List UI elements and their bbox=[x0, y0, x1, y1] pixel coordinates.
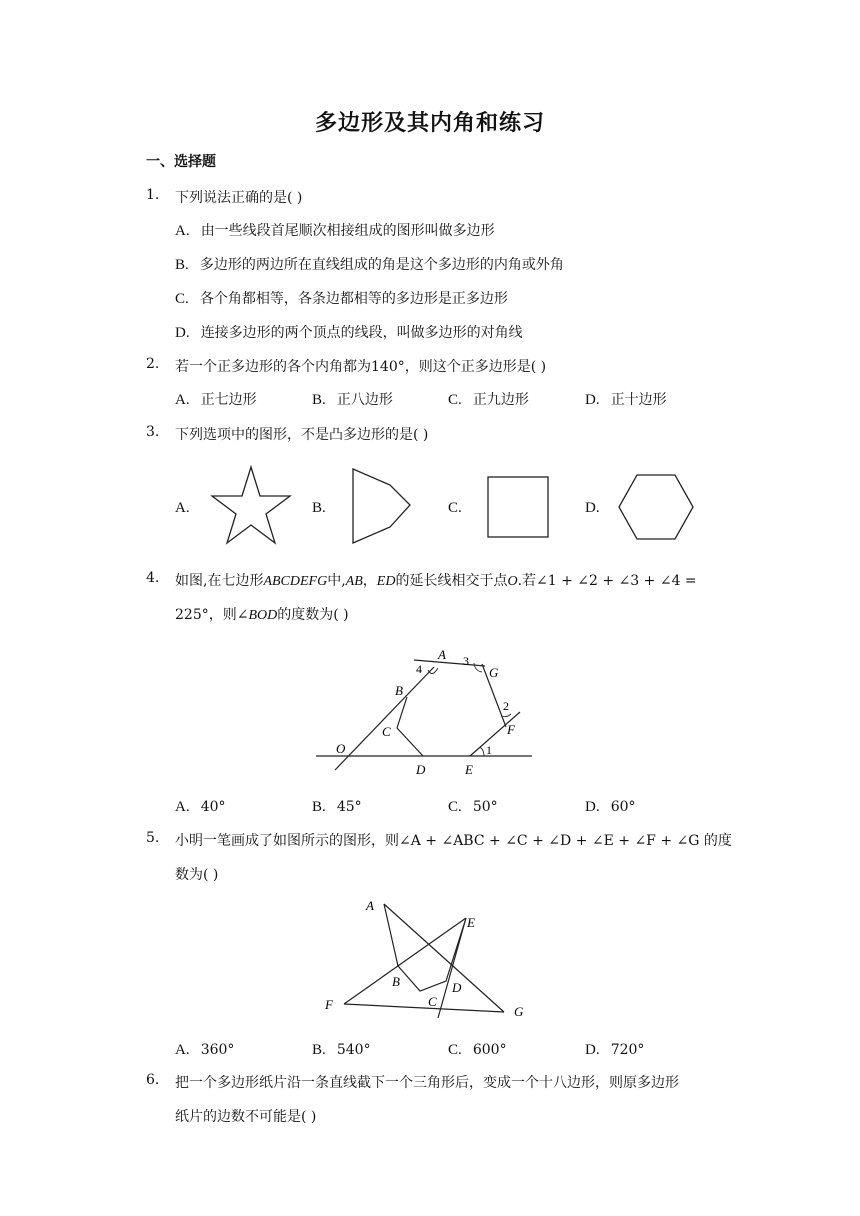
option-d[interactable] bbox=[585, 389, 667, 409]
question-stem-line-2: 数为( ) bbox=[175, 867, 219, 883]
option-c[interactable] bbox=[448, 1039, 507, 1059]
figure-label: A bbox=[438, 647, 446, 662]
stem-math: BOD bbox=[248, 608, 278, 623]
question-stem: 下列说法正确的是( ) bbox=[175, 190, 303, 206]
figure-label: 1 bbox=[486, 743, 492, 757]
option-letter: A. bbox=[175, 500, 190, 516]
option-letter: B. bbox=[312, 392, 326, 408]
option-text: 各个角都相等，各条边都相等的多边形是正多边形 bbox=[199, 291, 508, 307]
option-letter: D. bbox=[585, 1042, 600, 1058]
option-letter: D. bbox=[585, 392, 600, 408]
page-title: 多边形及其内角和练习 bbox=[314, 110, 545, 136]
stem-text: ， bbox=[362, 573, 377, 589]
option-letter: A. bbox=[175, 223, 190, 239]
stem-text: 的度数为( ) bbox=[277, 607, 349, 623]
option-letter: A. bbox=[175, 1042, 190, 1058]
option-c[interactable] bbox=[448, 796, 498, 816]
option-b[interactable] bbox=[312, 497, 326, 517]
option-text: 正八边形 bbox=[336, 392, 393, 408]
option-letter: C. bbox=[448, 392, 462, 408]
option-text: 正十边形 bbox=[610, 392, 667, 408]
hexagon-shape-icon bbox=[616, 472, 696, 542]
option-text: 正九边形 bbox=[472, 392, 529, 408]
figure-label: F bbox=[325, 997, 333, 1012]
square-shape-icon bbox=[484, 474, 552, 540]
option-d[interactable] bbox=[585, 1039, 644, 1059]
question-stem-line-2 bbox=[175, 604, 349, 624]
question-number: 3. bbox=[146, 424, 160, 440]
stem-text: 的延长线相交于点 bbox=[395, 573, 508, 589]
option-letter: A. bbox=[175, 799, 190, 815]
question-stem: 下列选项中的图形，不是凸多边形的是( ) bbox=[175, 427, 429, 443]
star-shape-icon bbox=[208, 462, 294, 548]
option-b[interactable] bbox=[312, 389, 393, 409]
stem-math: AB bbox=[345, 574, 363, 589]
figure-label: G bbox=[514, 1004, 524, 1019]
option-letter: D. bbox=[585, 500, 600, 516]
option-text: 60° bbox=[610, 799, 636, 815]
stem-text: 225°，则∠ bbox=[175, 607, 249, 623]
option-text: 连接多边形的两个顶点的线段，叫做多边形的对角线 bbox=[200, 325, 523, 341]
option-letter: B. bbox=[312, 1042, 326, 1058]
option-letter: B. bbox=[312, 500, 326, 516]
star-path-figure bbox=[318, 892, 538, 1028]
option-d[interactable] bbox=[175, 322, 523, 342]
stem-text: 中, bbox=[327, 573, 346, 589]
option-text: 多边形的两边所在直线组成的角是这个多边形的内角或外角 bbox=[199, 257, 564, 273]
stem-math: ABCDEFG bbox=[263, 574, 328, 589]
option-d[interactable] bbox=[585, 497, 600, 517]
pentagon-shape-icon bbox=[348, 465, 414, 547]
stem-math: ED bbox=[376, 574, 396, 589]
figure-label: F bbox=[507, 722, 515, 737]
figure-label: D bbox=[416, 762, 426, 777]
option-text: 50° bbox=[472, 799, 498, 815]
option-d[interactable] bbox=[585, 796, 636, 816]
option-c[interactable] bbox=[175, 288, 508, 308]
figure-label: C bbox=[382, 724, 391, 739]
question-stem-line-1: 小明一笔画成了如图所示的图形，则∠A + ∠ABC + ∠C + ∠D + ∠E + ∠F + ∠G 的度 bbox=[175, 833, 732, 849]
option-a[interactable] bbox=[175, 220, 495, 240]
option-text: 由一些线段首尾顺次相接组成的图形叫做多边形 bbox=[200, 223, 495, 239]
figure-label: D bbox=[452, 980, 462, 995]
option-c[interactable] bbox=[448, 497, 462, 517]
option-b[interactable] bbox=[312, 796, 362, 816]
question-stem-line-1: 把一个多边形纸片沿一条直线截下一个三角形后，变成一个十八边形，则原多边形 bbox=[175, 1075, 679, 1091]
option-text: 600° bbox=[472, 1042, 507, 1058]
question-number: 2. bbox=[146, 356, 160, 372]
figure-label: B bbox=[392, 974, 400, 989]
option-letter: C. bbox=[448, 500, 462, 516]
option-a[interactable] bbox=[175, 497, 190, 517]
option-letter: C. bbox=[448, 1042, 462, 1058]
option-a[interactable] bbox=[175, 1039, 234, 1059]
option-text: 360° bbox=[200, 1042, 235, 1058]
question-number: 1. bbox=[146, 187, 160, 203]
figure-label: O bbox=[336, 741, 346, 756]
option-letter: A. bbox=[175, 392, 190, 408]
option-letter: C. bbox=[175, 291, 189, 307]
figure-label: G bbox=[489, 665, 499, 680]
figure-label: B bbox=[395, 683, 403, 698]
option-b[interactable] bbox=[175, 254, 564, 274]
figure-label: 2 bbox=[503, 699, 509, 713]
option-text: 正七边形 bbox=[200, 392, 257, 408]
option-b[interactable] bbox=[312, 1039, 371, 1059]
section-heading: 一、选择题 bbox=[146, 154, 216, 170]
figure-label: 4 bbox=[416, 662, 422, 676]
question-stem-line-2: 纸片的边数不可能是( ) bbox=[175, 1109, 317, 1125]
question-number: 6. bbox=[146, 1072, 160, 1088]
stem-text: 如图,在七边形 bbox=[175, 573, 264, 589]
stem-math: O bbox=[507, 574, 518, 589]
figure-label: 3 bbox=[463, 654, 469, 668]
option-letter: D. bbox=[585, 799, 600, 815]
figure-label: C bbox=[428, 994, 437, 1009]
question-stem-line-1 bbox=[175, 570, 697, 590]
option-letter: C. bbox=[448, 799, 462, 815]
option-letter: B. bbox=[175, 257, 189, 273]
option-text: 45° bbox=[336, 799, 362, 815]
figure-label: A bbox=[366, 898, 374, 913]
figure-label: E bbox=[467, 915, 475, 930]
question-number: 5. bbox=[146, 830, 160, 846]
option-text: 40° bbox=[200, 799, 226, 815]
stem-text: .若∠1 + ∠2 + ∠3 + ∠4 = bbox=[517, 573, 697, 589]
question-stem: 若一个正多边形的各个内角都为140°，则这个正多边形是( ) bbox=[175, 359, 547, 375]
option-c[interactable] bbox=[448, 389, 529, 409]
option-a[interactable] bbox=[175, 389, 257, 409]
option-a[interactable] bbox=[175, 796, 226, 816]
option-letter: B. bbox=[312, 799, 326, 815]
figure-label: E bbox=[465, 762, 473, 777]
option-text: 540° bbox=[336, 1042, 371, 1058]
option-letter: D. bbox=[175, 325, 190, 341]
heptagon-figure bbox=[310, 640, 540, 782]
option-text: 720° bbox=[610, 1042, 645, 1058]
question-number: 4. bbox=[146, 570, 160, 586]
